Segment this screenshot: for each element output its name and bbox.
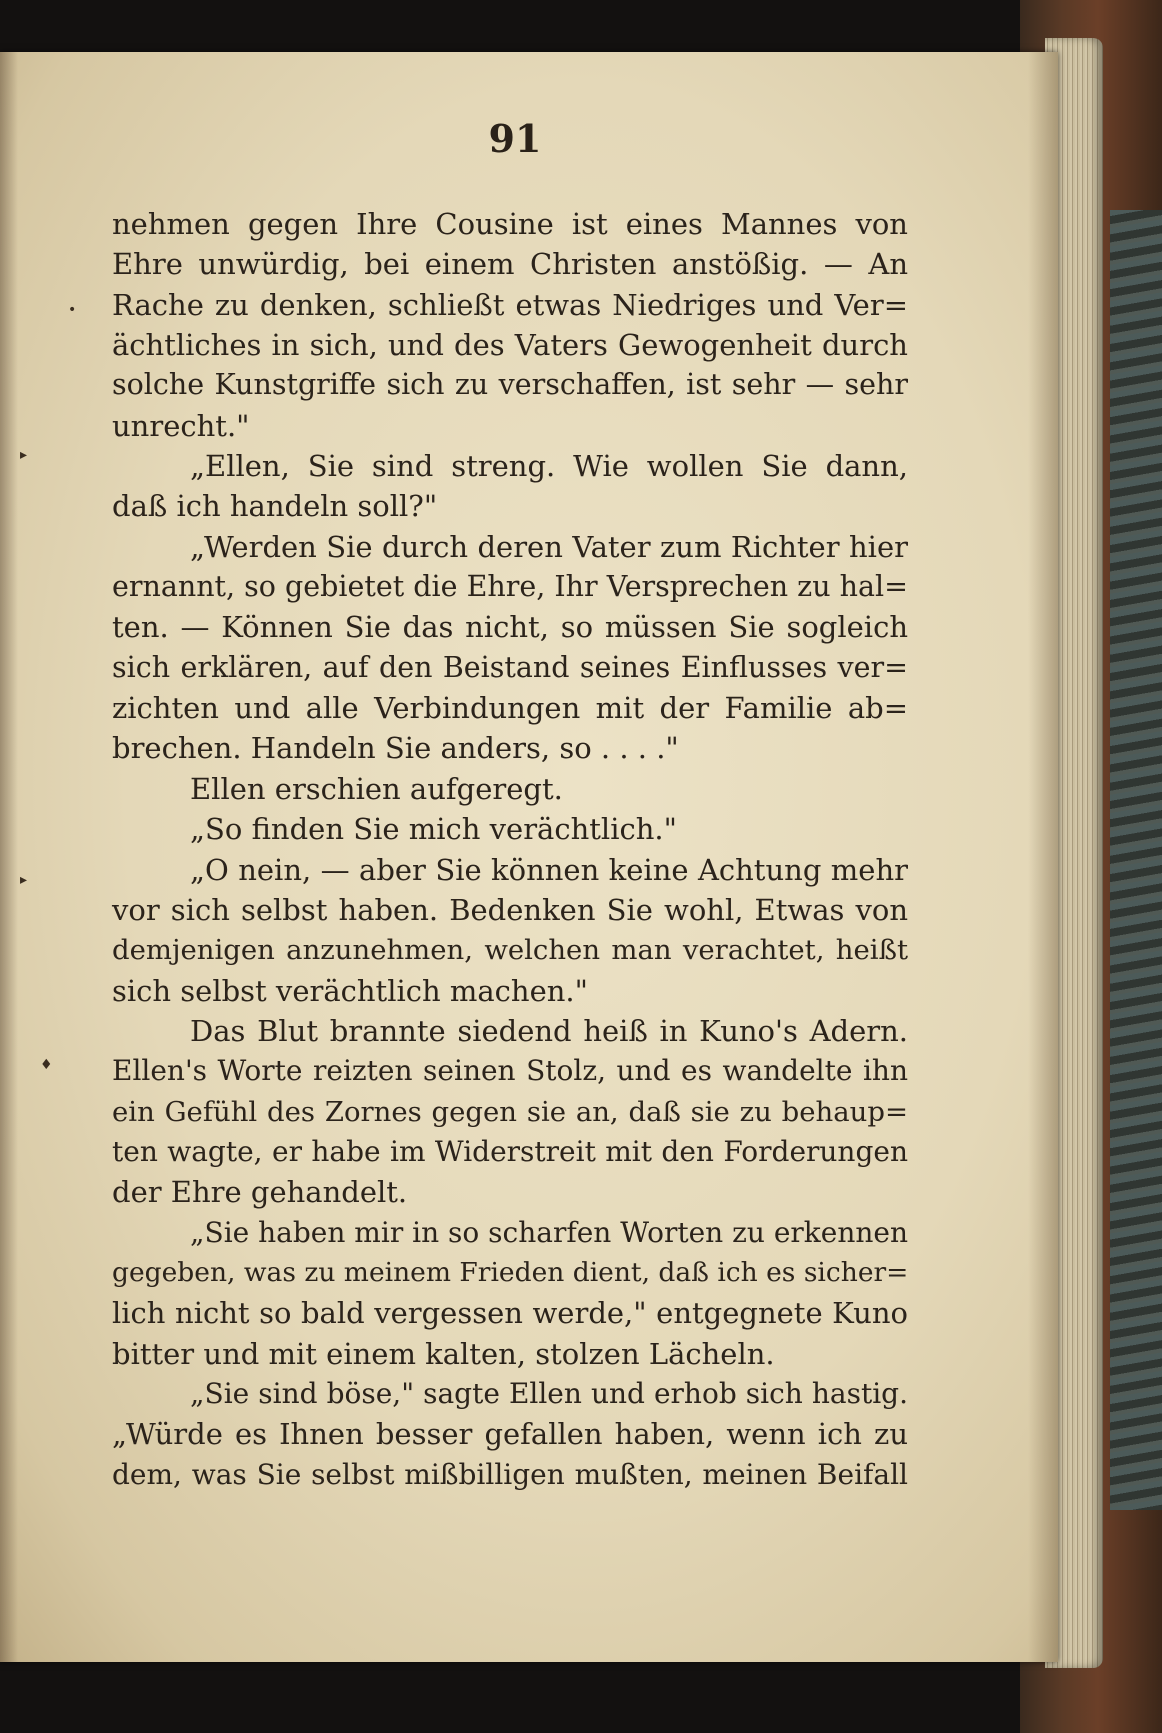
text-line: „Sie haben mir in so scharfen Worten zu erkennen — [190, 1215, 908, 1249]
text-line: „Sie sind böse," sagte Ellen und erhob sich hastig. — [190, 1376, 908, 1410]
text-line: daß ich handeln soll?" — [112, 489, 438, 524]
text-line: Rache zu denken, schließt etwas Niedriges und Ver= — [112, 287, 908, 322]
text-line: ein Gefühl des Zornes gegen sie an, daß sie zu behaup= — [112, 1095, 908, 1128]
text-line: sich selbst verächtlich machen." — [112, 973, 588, 1008]
text-line: solche Kunstgriffe sich zu verschaffen, ist sehr — sehr — [112, 368, 908, 402]
page-number: 91 — [488, 116, 542, 161]
text-line: ten. — Können Sie das nicht, so müssen Sie sogleich — [112, 610, 908, 645]
text-line: Ellen erschien aufgeregt. — [190, 771, 563, 806]
text-line: zichten und alle Verbindungen mit der Familie ab= — [112, 691, 908, 726]
body-text — [112, 204, 908, 1495]
text-line: ernannt, so gebietet die Ehre, Ihr Versprechen zu hal= — [112, 570, 908, 604]
text-line: gegeben, was zu meinem Frieden dient, daß ich es sicher= — [112, 1256, 909, 1288]
text-line: ächtliches in sich, und des Vaters Gewogenheit durch — [112, 328, 908, 363]
text-line: demjenigen anzunehmen, welchen man verachtet, heißt — [112, 934, 908, 967]
text-line: lich nicht so bald vergessen werde," entgegnete Kuno — [112, 1296, 908, 1331]
text-line: „Würde es Ihnen besser gefallen haben, wenn ich zu — [112, 1417, 908, 1452]
book-page — [0, 52, 1058, 1662]
text-line: „Werden Sie durch deren Vater zum Richter hier — [190, 529, 908, 564]
text-line: Das Blut brannte siedend heiß in Kuno's Adern. — [190, 1013, 908, 1048]
text-line: unrecht." — [112, 408, 250, 443]
text-line: „O nein, — aber Sie können keine Achtung mehr — [190, 852, 908, 887]
text-line: der Ehre gehandelt. — [112, 1175, 408, 1210]
marbled-cover-edge — [1110, 210, 1162, 1510]
margin-mark: ♦ — [40, 1057, 53, 1073]
text-line: Ehre unwürdig, bei einem Christen anstößig. — An — [112, 247, 908, 282]
text-line: ten wagte, er habe im Widerstreit mit den Forderungen — [112, 1134, 908, 1168]
margin-mark: ▸ — [20, 447, 28, 463]
text-line: „So finden Sie mich verächtlich." — [190, 812, 677, 847]
text-line: bitter und mit einem kalten, stolzen Lächeln. — [112, 1336, 775, 1371]
text-line: brechen. Handeln Sie anders, so . . . ." — [112, 731, 679, 766]
text-line: „Ellen, Sie sind streng. Wie wollen Sie dann, — [190, 449, 908, 484]
text-line: Ellen's Worte reizten seinen Stolz, und es wandelte ihn — [112, 1054, 908, 1088]
text-line: sich erklären, auf den Beistand seines Einflusses ver= — [112, 650, 908, 684]
text-line: nehmen gegen Ihre Cousine ist eines Mannes von — [112, 207, 908, 241]
text-line: vor sich selbst haben. Bedenken Sie wohl, Etwas von — [112, 892, 908, 927]
margin-mark: • — [68, 302, 77, 318]
text-line: dem, was Sie selbst mißbilligen mußten, meinen Beifall — [112, 1457, 908, 1491]
margin-mark: ▸ — [20, 872, 28, 888]
